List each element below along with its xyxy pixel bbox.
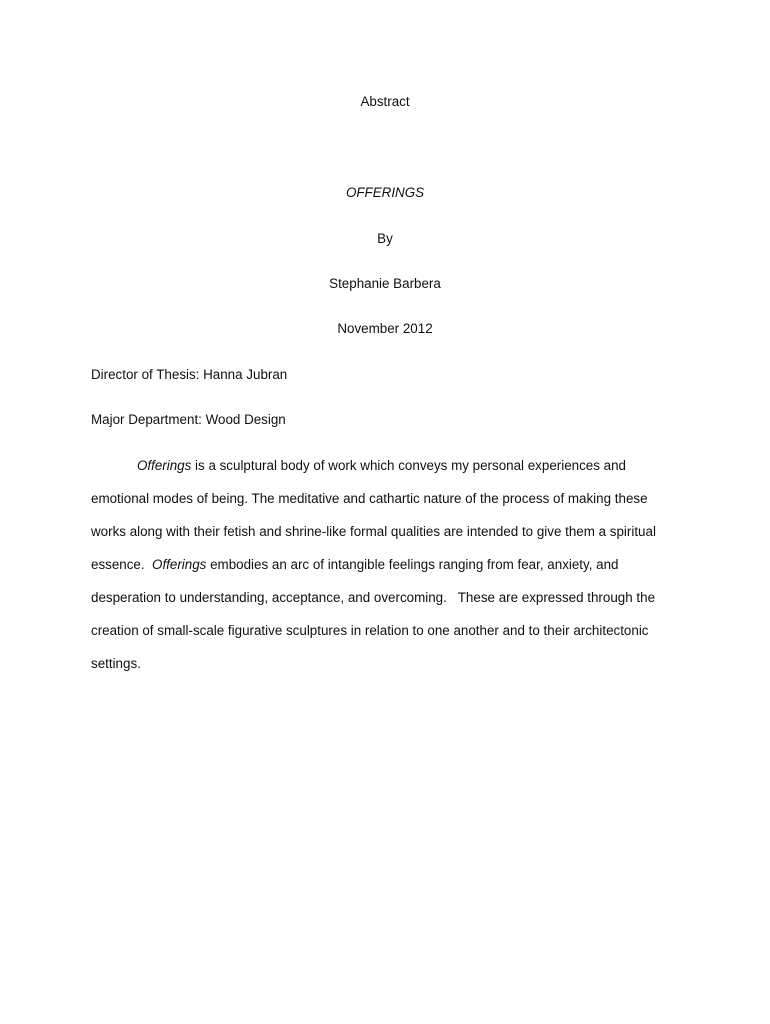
thesis-date: November 2012 <box>337 321 433 336</box>
abstract-line <box>91 555 691 588</box>
abstract-paragraph <box>91 456 691 687</box>
abstract-line: creation of small-scale figurative sculptures in relation to one another and to their architectonic <box>91 623 649 638</box>
abstract-text: essence. <box>91 557 153 572</box>
thesis-director: Director of Thesis: Hanna Jubran <box>91 367 288 382</box>
abstract-text: is a sculptural body of work which conveys my personal experiences and <box>191 458 626 473</box>
abstract-text: embodies an arc of intangible feelings ranging from fear, anxiety, and <box>206 557 619 572</box>
abstract-line <box>91 456 691 489</box>
abstract-line: settings. <box>91 656 141 671</box>
major-department: Major Department: Wood Design <box>91 412 286 427</box>
abstract-line: desperation to understanding, acceptance, and overcoming. These are expressed through the <box>91 590 656 605</box>
abstract-heading: Abstract <box>360 94 410 109</box>
thesis-title: OFFERINGS <box>345 185 425 200</box>
offerings-italic: Offerings <box>137 458 192 473</box>
abstract-line: works along with their fetish and shrine-like formal qualities are intended to give them a spiritual <box>91 524 656 539</box>
author-name: Stephanie Barbera <box>329 276 441 291</box>
abstract-line: emotional modes of being. The meditative and cathartic nature of the process of making these <box>91 491 648 506</box>
offerings-italic: Offerings <box>152 557 207 572</box>
by-line: By <box>377 231 393 246</box>
